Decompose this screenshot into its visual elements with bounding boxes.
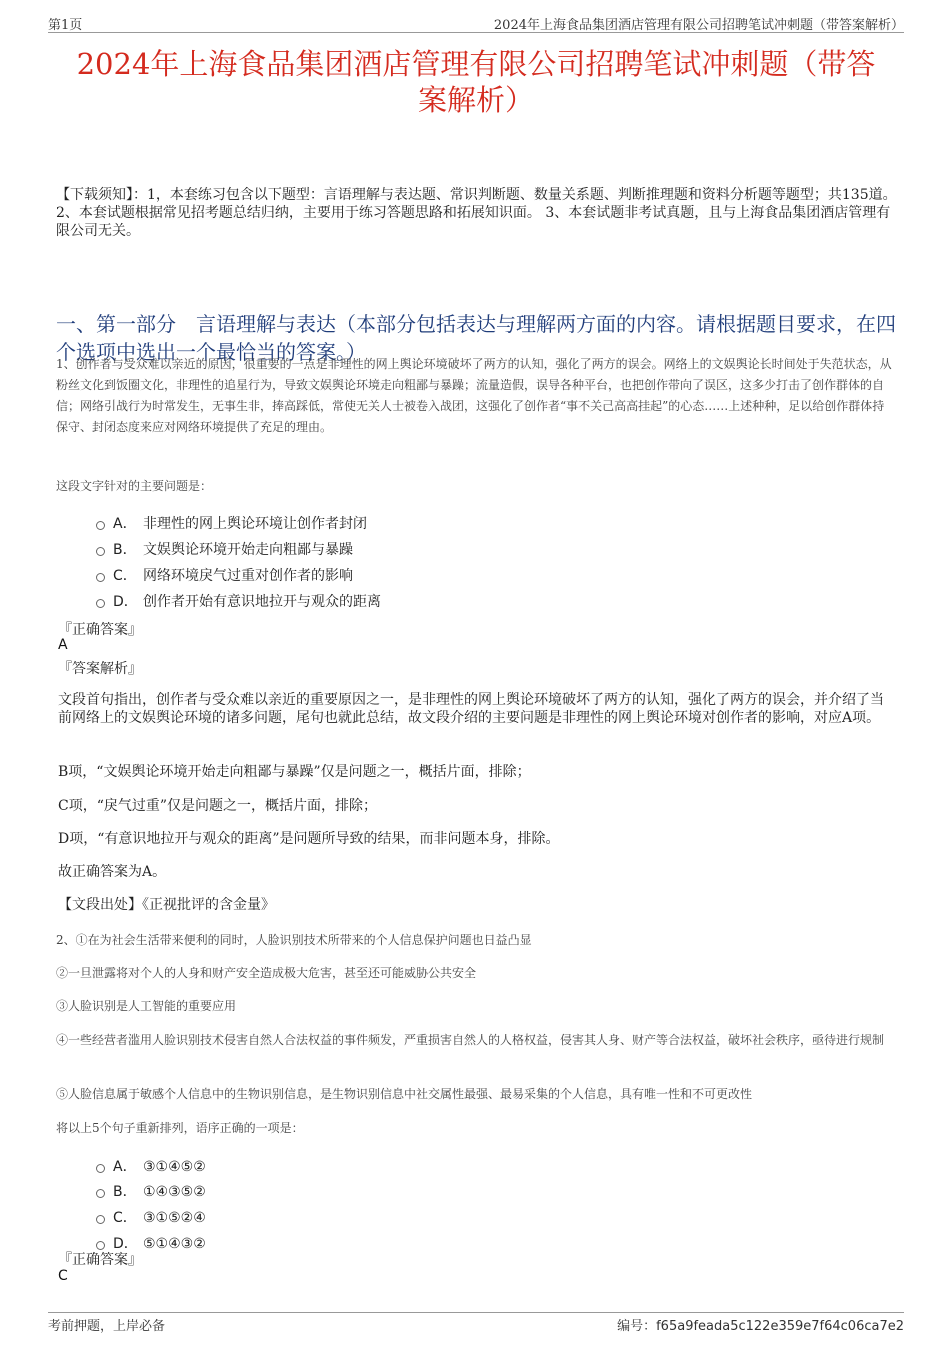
radio-icon[interactable] (96, 599, 105, 608)
radio-icon[interactable] (96, 573, 105, 582)
q2-option-d[interactable]: D． ⑤①④③② (96, 1233, 206, 1253)
q1-analysis-paragraph: 故正确答案为A。 (58, 864, 167, 880)
radio-icon[interactable] (96, 1164, 105, 1173)
q1-answer-label: 『正确答案』 (58, 622, 142, 638)
title-line-1: 2024年上海食品集团酒店管理有限公司招聘笔试冲刺题（带答 (76, 47, 876, 81)
title-line-2: 案解析） (417, 83, 534, 117)
radio-icon[interactable] (96, 547, 105, 556)
page-number: 第1页 (48, 18, 83, 33)
radio-icon[interactable] (96, 1189, 105, 1198)
q1-option-d[interactable]: D． 创作者开始有意识地拉开与观众的距离 (96, 591, 381, 611)
q1-analysis-label: 『答案解析』 (58, 661, 142, 677)
q2-sentence: ③人脸识别是人工智能的重要应用 (56, 999, 237, 1013)
header-doc-title: 2024年上海食品集团酒店管理有限公司招聘笔试冲刺题（带答案解析） (493, 18, 904, 33)
q1-analysis-paragraph: B项，“文娱舆论环境开始走向粗鄙与暴躁”仅是问题之一，概括片面，排除； (58, 764, 531, 780)
q2-answer: C (58, 1268, 68, 1284)
footer-slogan: 考前押题，上岸必备 (48, 1319, 166, 1334)
q2-option-c[interactable]: C． ③①⑤②④ (96, 1207, 206, 1227)
q2-sentence: ④一些经营者滥用人脸识别技术侵害自然人合法权益的事件频发，严重损害自然人的人格权益，侵害其人身、财产等合法权益，破坏社会秩序，亟待进行规制 (56, 1033, 885, 1047)
q1-analysis-paragraph: 文段首句指出，创作者与受众难以亲近的重要原因之一，是非理性的网上舆论环境破坏了两方的认知，强化了两方的误会，并介绍了当前网络上的文娱舆论环境的诸多问题，尾句也就此总结，故文段介绍的主要问题是非理性的网上舆论环境对创作者的影响，对应A项。 (58, 692, 884, 726)
q1-prompt: 这段文字针对的主要问题是： (56, 479, 213, 493)
q1-analysis-paragraph: D项，“有意识地拉开与观众的距离”是问题所导致的结果，而非问题本身，排除。 (58, 831, 560, 847)
footer-code (617, 1315, 904, 1334)
q2-sentence: ②一旦泄露将对个人的人身和财产安全造成极大危害，甚至还可能威胁公共安全 (56, 966, 477, 980)
q1-option-a[interactable]: A． 非理性的网上舆论环境让创作者封闭 (96, 513, 367, 533)
section-heading: 一、第一部分 言语理解与表达（本部分包括表达与理解两方面的内容。请根据题目要求，在四个选项中选出一个最恰当的答案。） (56, 312, 896, 364)
q2-option-a[interactable]: A． ③①④⑤② (96, 1156, 206, 1176)
radio-icon[interactable] (96, 1215, 105, 1224)
q1-answer: A (58, 637, 68, 653)
q1-text: 1、创作者与受众难以亲近的原因，很重要的一点是非理性的网上舆论环境破坏了两方的认知，强化了两方的误会。网络上的文娱舆论长时间处于失范状态，从粉丝文化到饭圈文化，非理性的追星行为，导致文娱舆论环境走向粗鄙与暴躁；流量造假，误导各种平台，也把创作带向了误区，这多少打击了创作群体的自信；网络引战行为时常发生，无事生非，捧高踩低，常使无关人士被卷入战团，这强化了创作者“事不关己高高挂起”的心态……上述种种，足以给创作群体持保守、封闭态度来应对网络环境提供了充足的理由。 (56, 357, 892, 434)
q2-prompt: 将以上5个句子重新排列，语序正确的一项是： (56, 1121, 304, 1135)
q2-option-b[interactable]: B． ①④③⑤② (96, 1181, 206, 1201)
q2-sentence: ⑤人脸信息属于敏感个人信息中的生物识别信息，是生物识别信息中社交属性最强、最易采集的个人信息，具有唯一性和不可更改性 (56, 1087, 753, 1101)
q1-source: 【文段出处】《正视批评的含金量》 (58, 897, 275, 913)
footer-code-value: f65a9feada5c122e359e7f64c06ca7e2 (656, 1319, 904, 1334)
q1-analysis-paragraph: C项，“戾气过重”仅是问题之一，概括片面，排除； (58, 798, 378, 814)
download-notice: 【下载须知】：1，本套练习包含以下题型：言语理解与表达题、常识判断题、数量关系题、判断推理题和资料分析题等题型；共135道。 2、本套试题根据常见招考题总结归纳，主要用于练习答题思路和拓展知识面。 3、本套试题非考试真题，且与上海食品集团酒店管理有限公司无关。 (56, 187, 897, 239)
header-divider (48, 32, 904, 33)
footer-divider (48, 1312, 904, 1313)
q2-answer-label: 『正确答案』 (58, 1252, 142, 1268)
footer-code-label: 编号： (617, 1319, 657, 1334)
q2-sentence: 2、①在为社会生活带来便利的同时，人脸识别技术所带来的个人信息保护问题也日益凸显 (56, 933, 532, 947)
q1-option-c[interactable]: C． 网络环境戾气过重对创作者的影响 (96, 565, 353, 585)
q1-option-b[interactable]: B． 文娱舆论环境开始走向粗鄙与暴躁 (96, 539, 353, 559)
radio-icon[interactable] (96, 521, 105, 530)
page-title (48, 46, 904, 118)
